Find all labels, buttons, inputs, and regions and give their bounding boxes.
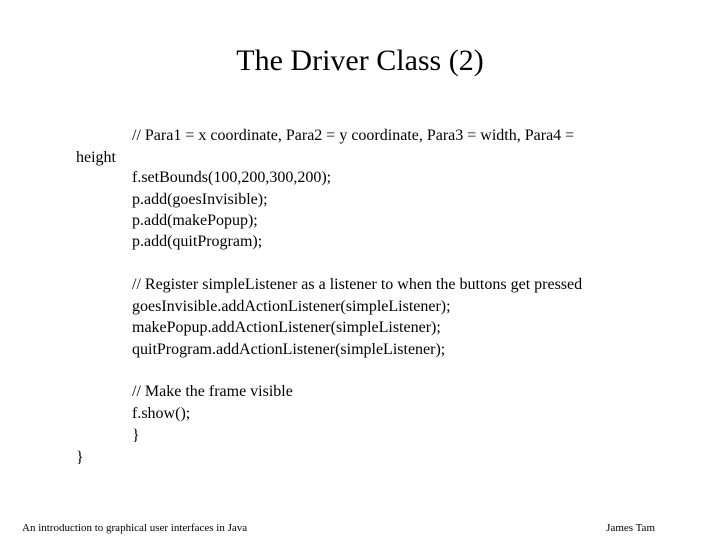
code-set-bounds: f.setBounds(100,200,300,200); bbox=[132, 169, 332, 186]
comment-wrap-height: height bbox=[76, 149, 116, 166]
code-inner-brace: } bbox=[132, 427, 140, 444]
code-add-make-popup: p.add(makePopup); bbox=[132, 212, 258, 229]
comment-set-bounds: // Para1 = x coordinate, Para2 = y coordinate, Para3 = width, Para4 = bbox=[132, 127, 575, 144]
footer-author: James Tam bbox=[606, 522, 655, 534]
code-add-quit-program: p.add(quitProgram); bbox=[132, 233, 263, 250]
code-listener-goes-invisible: goesInvisible.addActionListener(simpleListener); bbox=[132, 298, 451, 315]
code-add-goes-invisible: p.add(goesInvisible); bbox=[132, 191, 268, 208]
code-outer-brace: } bbox=[76, 449, 84, 466]
comment-register-listener: // Register simpleListener as a listener to when the buttons get pressed bbox=[132, 276, 583, 293]
code-listener-make-popup: makePopup.addActionListener(simpleListener); bbox=[132, 319, 441, 336]
comment-make-visible: // Make the frame visible bbox=[132, 383, 293, 400]
footer-course-title: An introduction to graphical user interfaces in Java bbox=[22, 522, 248, 534]
code-show-call: f.show(); bbox=[132, 405, 191, 422]
slide-title: The Driver Class (2) bbox=[236, 44, 484, 77]
code-listener-quit-program: quitProgram.addActionListener(simpleListener); bbox=[132, 341, 446, 358]
